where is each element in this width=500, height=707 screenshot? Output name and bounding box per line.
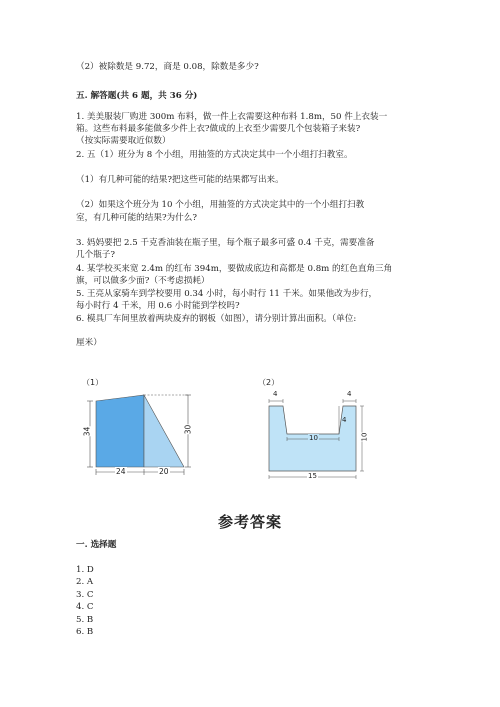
problem-4-line2: 旗，可以做多少面?（不考虑损耗） bbox=[76, 276, 210, 286]
figure-1-trapezoid bbox=[96, 395, 144, 467]
problem-4-line1: 4. 某学校买来宽 2.4m 的红布 394m，要做成底边和高都是 0.8m 的红色直角三角 bbox=[76, 264, 393, 274]
figure-1-triangle bbox=[144, 395, 184, 467]
figure-2-notch-depth: 4 bbox=[342, 416, 347, 424]
figure-2-right-height: 10 bbox=[360, 432, 369, 442]
problem-2-sub1: （1）有几种可能的结果?把这些可能的结果都写出来。 bbox=[76, 175, 284, 185]
problem-2-sub2-line2: 室，有几种可能的结果?为什么? bbox=[76, 213, 197, 223]
problem-5-line1: 5. 王亮从家骑车到学校要用 0.34 小时，每小时行 11 千米。如果他改为步行， bbox=[76, 289, 378, 299]
answer-item: 4. C bbox=[76, 602, 94, 612]
answer-item: 2. A bbox=[76, 577, 94, 587]
figure-1-bottom-left: 24 bbox=[116, 467, 126, 476]
figure-2-top-left: 4 bbox=[273, 390, 278, 398]
answers-section1: 一. 选择题 bbox=[76, 540, 117, 550]
problem-6-line2: 厘米） bbox=[76, 338, 102, 348]
problem-1-line3: （按实际需要取近似数） bbox=[76, 136, 171, 146]
figure-1 bbox=[76, 373, 226, 483]
figure-2-bottom: 15 bbox=[308, 472, 317, 480]
problem-6-line1: 6. 模具厂车间里放着两块废弃的钢板（如图），请分别计算出面积。（单位: bbox=[76, 314, 357, 324]
problem-3-line2: 几个瓶子? bbox=[76, 250, 115, 260]
figure-1-left-height: 34 bbox=[82, 426, 92, 437]
figure-2-top-right: 4 bbox=[347, 390, 352, 398]
problem-5-line2: 每小时行 4 千米，用 0.6 小时能到学校吗? bbox=[76, 301, 240, 311]
problem-1-line2: 箱。这些布料最多能做多少件上衣?做成的上衣至少需要几个包装箱子来装? bbox=[76, 124, 361, 134]
answer-item: 5. B bbox=[76, 615, 94, 625]
figure-2-label: （2） bbox=[258, 378, 280, 387]
answer-item: 3. C bbox=[76, 590, 94, 600]
q2-sub: （2）被除数是 9.72，商是 0.08，除数是多少? bbox=[76, 62, 259, 72]
figure-1-label: （1） bbox=[82, 378, 104, 387]
figure-1-right-height: 30 bbox=[183, 424, 193, 435]
figure-2-notch-width: 10 bbox=[309, 434, 318, 442]
section5-heading: 五. 解答题(共 6 题，共 36 分) bbox=[76, 91, 198, 101]
problem-2-line1: 2. 五（1）班分为 8 个小组，用抽签的方式决定其中一个小组打扫教室。 bbox=[76, 150, 353, 160]
figure-1-bottom-right: 20 bbox=[159, 467, 169, 476]
figure-2 bbox=[255, 373, 375, 483]
problem-2-sub2-line1: （2）如果这个班分为 10 个小组，用抽签的方式决定其中的一个小组打扫教 bbox=[76, 200, 365, 210]
figure-1-svg bbox=[76, 373, 226, 483]
answers-title: 参考答案 bbox=[217, 513, 282, 531]
problem-1-line1: 1. 美美服装厂购进 300m 布料，做一件上衣需要这种布料 1.8m，50 件上衣装一 bbox=[76, 112, 388, 122]
answer-item: 6. B bbox=[76, 627, 94, 637]
answer-item: 1. D bbox=[76, 565, 94, 575]
problem-3-line1: 3. 妈妈要把 2.5 千克香油装在瓶子里，每个瓶子最多可盛 0.4 千克，需要准备 bbox=[76, 238, 375, 248]
